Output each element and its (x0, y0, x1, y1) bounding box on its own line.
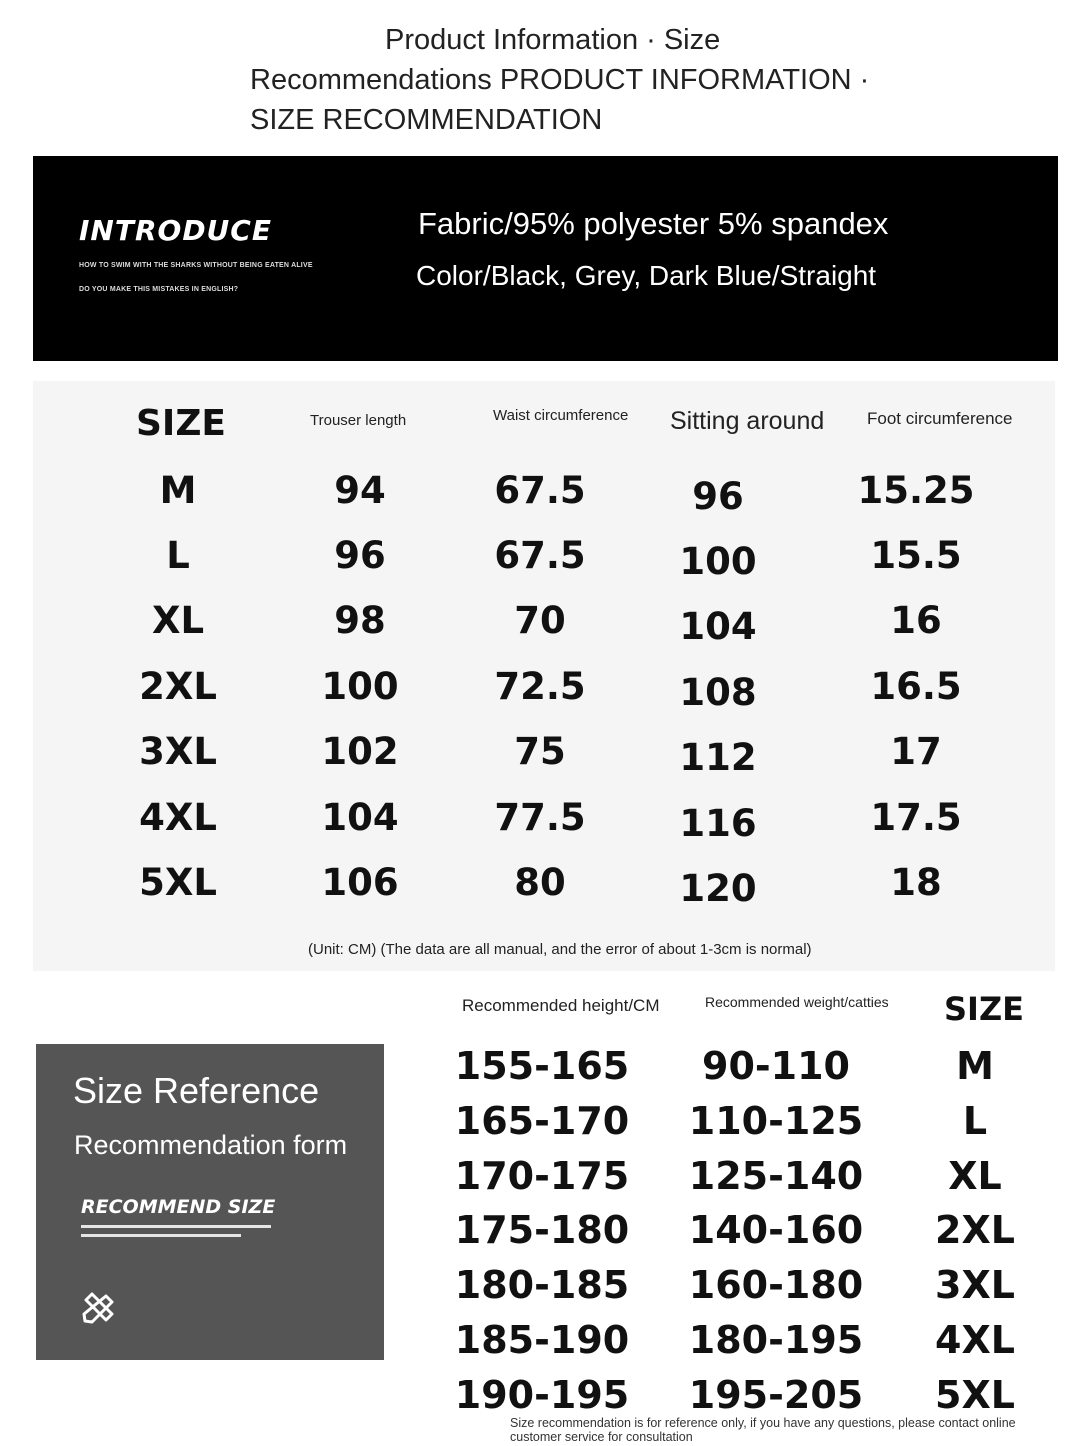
size-cell: XL (151, 599, 205, 642)
footnote: Size recommendation is for reference only, if you have any questions, please contact online customer service for consultation (510, 1416, 1016, 1444)
waist-cell: 70 (514, 599, 566, 642)
placeholder-line (81, 1234, 241, 1237)
height-cell: 185-190 (454, 1318, 630, 1362)
rec-size-cell: 5XL (935, 1372, 1015, 1417)
sitting-cell: 116 (679, 802, 757, 845)
size-chart (33, 381, 1055, 971)
size-cell: L (166, 534, 190, 577)
waist-cell: 75 (514, 730, 566, 773)
trouser-length-cell: 94 (334, 469, 386, 512)
introduce-title: INTRODUCE (79, 214, 272, 247)
unit-note: (Unit: CM) (The data are all manual, and the error of about 1-3cm is normal) (308, 941, 812, 958)
introduce-subline-1: HOW TO SWIM WITH THE SHARKS WITHOUT BEING EATEN ALIVE (79, 262, 313, 269)
trouser-length-cell: 102 (321, 730, 399, 773)
waist-cell: 72.5 (494, 665, 586, 708)
rec-size-cell: L (962, 1098, 988, 1143)
placeholder-line (81, 1225, 271, 1228)
waist-cell: 77.5 (494, 796, 586, 839)
weight-header: Recommended weight/catties (705, 994, 889, 1010)
sitting-cell: 112 (679, 736, 757, 779)
size-column-header: SIZE (136, 403, 227, 444)
sitting-cell: 120 (679, 867, 757, 910)
size-cell: 2XL (139, 665, 217, 708)
foot-header: Foot circumference (867, 409, 1013, 428)
sitting-cell: 104 (679, 605, 757, 648)
sitting-header: Sitting around (670, 407, 825, 435)
waist-cell: 67.5 (494, 534, 586, 577)
trouser-length-cell: 106 (321, 861, 399, 904)
introduce-subline-2: DO YOU MAKE THIS MISTAKES IN ENGLISH? (79, 286, 239, 293)
sitting-cell: 108 (679, 671, 757, 714)
weight-cell: 180-195 (688, 1318, 864, 1362)
sitting-cell: 96 (692, 475, 744, 518)
waist-header: Waist circumference (493, 407, 629, 424)
size-cell: 4XL (139, 796, 217, 839)
waist-cell: 67.5 (494, 469, 586, 512)
introduce-banner (33, 156, 1058, 361)
foot-cell: 17 (890, 730, 942, 773)
size-cell: 3XL (139, 730, 217, 773)
weight-cell: 140-160 (688, 1208, 864, 1253)
rec-size-cell: M (956, 1044, 994, 1088)
size-reference-title: Size Reference (73, 1070, 320, 1111)
weight-cell: 90-110 (702, 1044, 850, 1088)
trouser-length-cell: 98 (334, 599, 386, 642)
foot-cell: 15.5 (870, 534, 962, 577)
recommend-size-label: RECOMMEND SIZE (81, 1196, 276, 1218)
pencil-ruler-icon (80, 1290, 116, 1326)
page-title: Product Information · Size Recommendations PRODUCT INFORMATION · SIZE RECOMMENDATION (250, 24, 870, 136)
trouser-length-cell: 104 (321, 796, 399, 839)
size-cell: M (159, 469, 197, 512)
height-cell: 180-185 (454, 1263, 630, 1308)
color-info: Color/Black, Grey, Dark Blue/Straight (416, 260, 877, 291)
foot-cell: 18 (890, 861, 942, 904)
size-reference-subtitle: Recommendation form (74, 1130, 348, 1160)
weight-cell: 195-205 (688, 1372, 864, 1417)
height-cell: 155-165 (454, 1044, 630, 1088)
sitting-cell: 100 (679, 540, 757, 583)
rec-size-cell: 4XL (935, 1318, 1015, 1362)
height-header: Recommended height/CM (462, 996, 660, 1015)
foot-cell: 15.25 (857, 469, 975, 512)
height-cell: 190-195 (454, 1372, 630, 1417)
height-cell: 175-180 (454, 1208, 630, 1253)
foot-cell: 16 (890, 599, 942, 642)
size-cell: 5XL (139, 861, 217, 904)
fabric-info: Fabric/95% polyester 5% spandex (418, 206, 889, 241)
waist-cell: 80 (514, 861, 566, 904)
rec-size-cell: XL (948, 1153, 1002, 1198)
rec-size-cell: 3XL (935, 1263, 1015, 1308)
trouser-length-cell: 96 (334, 534, 386, 577)
height-cell: 170-175 (454, 1153, 630, 1198)
rec-size-cell: 2XL (935, 1208, 1015, 1253)
weight-cell: 110-125 (688, 1098, 864, 1143)
height-cell: 165-170 (454, 1098, 630, 1143)
trouser-length-cell: 100 (321, 665, 399, 708)
foot-cell: 17.5 (870, 796, 962, 839)
size-reference-box (36, 1044, 384, 1360)
trouser-length-header: Trouser length (310, 412, 407, 429)
weight-cell: 160-180 (688, 1263, 864, 1308)
foot-cell: 16.5 (870, 665, 962, 708)
rec-size-header: SIZE (944, 990, 1025, 1028)
weight-cell: 125-140 (688, 1153, 864, 1198)
